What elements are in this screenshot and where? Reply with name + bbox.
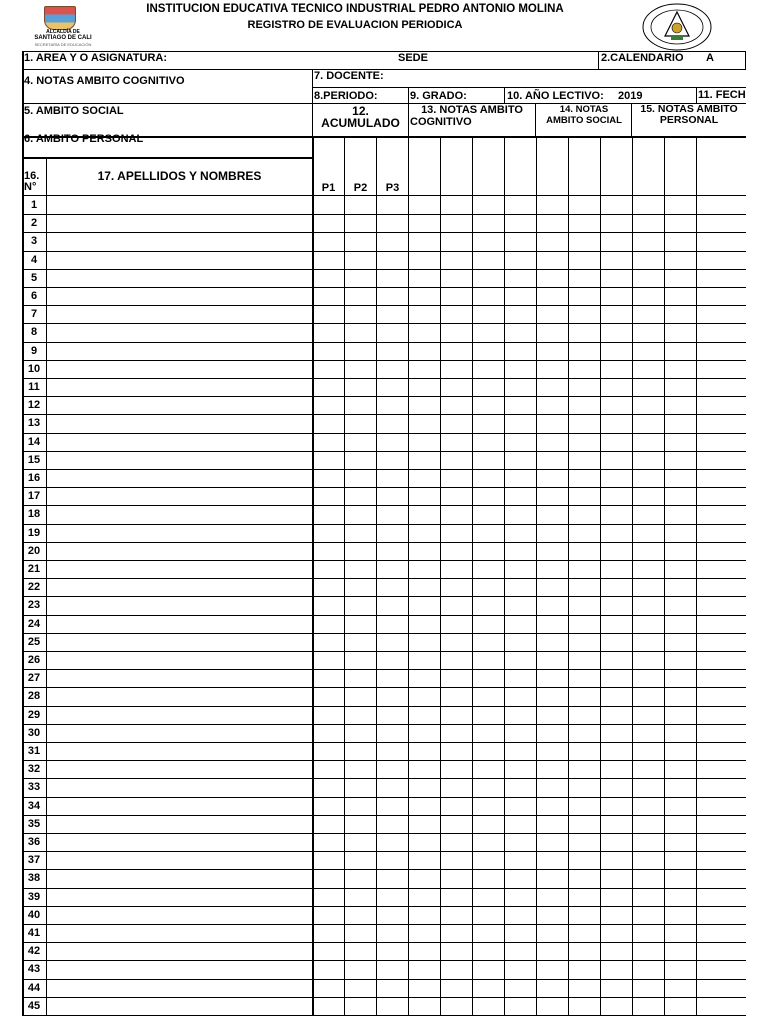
row-number: 17 bbox=[27, 490, 41, 503]
row-line bbox=[22, 906, 746, 907]
notas-cognitivo-col-1: 13. NOTAS AMBITO bbox=[421, 104, 523, 116]
row-line bbox=[22, 360, 746, 361]
row-line bbox=[22, 687, 746, 688]
row-number: 15 bbox=[27, 453, 41, 466]
form-title: REGISTRO DE EVALUACION PERIODICA bbox=[247, 19, 463, 31]
p1-col: P1 bbox=[321, 182, 336, 194]
row-number: 43 bbox=[27, 963, 41, 976]
row-line bbox=[22, 633, 746, 634]
row-line bbox=[22, 251, 746, 252]
row-number: 2 bbox=[30, 217, 38, 230]
periodo-label: 8.PERIODO: bbox=[314, 90, 378, 102]
row-number: 19 bbox=[27, 526, 41, 539]
row-line bbox=[22, 505, 746, 506]
row-line bbox=[22, 651, 746, 652]
area-label: 1. AREA Y O ASIGNATURA: bbox=[24, 52, 168, 64]
row-line bbox=[22, 851, 746, 852]
fecha-label: 11. FECH bbox=[698, 89, 746, 101]
grado-label: 9. GRADO: bbox=[410, 90, 467, 102]
row-line bbox=[22, 378, 746, 379]
row-number: 3 bbox=[30, 235, 38, 248]
row-number: 4 bbox=[30, 253, 38, 266]
row-number: 22 bbox=[27, 581, 41, 594]
row-line bbox=[22, 669, 746, 670]
row-number: 8 bbox=[30, 326, 38, 339]
apellidos-col: 17. APELLIDOS Y NOMBRES bbox=[97, 169, 262, 183]
row-line bbox=[22, 615, 746, 616]
row-number: 27 bbox=[27, 672, 41, 685]
row-number: 9 bbox=[30, 344, 38, 357]
row-number: 24 bbox=[27, 617, 41, 630]
row-number: 34 bbox=[27, 799, 41, 812]
row-line bbox=[22, 869, 746, 870]
row-number: 28 bbox=[27, 690, 41, 703]
row-line bbox=[22, 778, 746, 779]
row-number: 45 bbox=[27, 999, 41, 1012]
row-line bbox=[22, 305, 746, 306]
logo-text-1: ALCALDÍA DE bbox=[46, 29, 80, 35]
row-number: 32 bbox=[27, 763, 41, 776]
row-number: 41 bbox=[27, 927, 41, 939]
row-number: 30 bbox=[27, 726, 41, 739]
notas-social-col-2: AMBITO SOCIAL bbox=[546, 115, 622, 126]
notas-cognitivo-label: 4. NOTAS AMBITO COGNITIVO bbox=[24, 75, 185, 87]
row-line bbox=[22, 815, 746, 816]
row-line bbox=[22, 269, 746, 270]
notas-personal-col-1: 15. NOTAS AMBITO bbox=[640, 103, 738, 115]
anio-value: 2019 bbox=[618, 90, 643, 102]
row-line bbox=[22, 742, 746, 743]
row-line bbox=[22, 760, 746, 761]
row-number: 31 bbox=[27, 745, 41, 757]
notas-social-col-1: 14. NOTAS bbox=[559, 104, 609, 115]
row-number: 7 bbox=[30, 308, 38, 321]
numero-col-1: 16. bbox=[24, 170, 40, 182]
row-number: 39 bbox=[27, 890, 41, 903]
row-number: 40 bbox=[27, 908, 41, 921]
row-number: 10 bbox=[27, 362, 41, 375]
row-line bbox=[22, 414, 746, 415]
numero-col-2: N° bbox=[24, 181, 37, 193]
row-number: 38 bbox=[27, 872, 41, 885]
row-number: 29 bbox=[27, 708, 41, 721]
row-line bbox=[22, 596, 746, 597]
row-line bbox=[22, 524, 746, 525]
row-number: 37 bbox=[27, 854, 41, 867]
row-line bbox=[22, 396, 746, 397]
row-number: 12 bbox=[27, 399, 41, 412]
row-line bbox=[22, 232, 746, 233]
row-number: 13 bbox=[27, 417, 41, 430]
row-line bbox=[22, 979, 746, 980]
logo-text-3: SECRETARÍA DE EDUCACIÓN bbox=[34, 42, 92, 47]
row-number: 21 bbox=[27, 563, 41, 575]
row-number: 16 bbox=[27, 472, 41, 484]
row-number: 1 bbox=[30, 199, 38, 211]
anio-lectivo-label: 10. AÑO LECTIVO: bbox=[507, 90, 604, 102]
row-number: 35 bbox=[27, 817, 41, 830]
row-line bbox=[22, 542, 746, 543]
row-line bbox=[22, 960, 746, 961]
row-line bbox=[22, 287, 746, 288]
ambito-social-label: 5. AMBITO SOCIAL bbox=[24, 105, 124, 117]
row-number: 14 bbox=[27, 435, 41, 448]
notas-cognitivo-col-2: COGNITIVO bbox=[410, 116, 472, 128]
logo-text-2: SANTIAGO DE CALI bbox=[34, 35, 92, 41]
row-number: 23 bbox=[27, 599, 41, 612]
row-line bbox=[22, 997, 746, 998]
row-line bbox=[22, 469, 746, 470]
calendario-label: 2.CALENDARIO bbox=[601, 52, 684, 64]
calendario-value: A bbox=[706, 52, 714, 64]
p2-col: P2 bbox=[353, 182, 368, 194]
row-line bbox=[22, 214, 746, 215]
p3-col: P3 bbox=[385, 182, 400, 194]
acumulado-label: ACUMULADO bbox=[321, 116, 400, 130]
row-number: 5 bbox=[30, 271, 38, 284]
row-number: 18 bbox=[27, 508, 41, 521]
row-line bbox=[22, 942, 746, 943]
row-line bbox=[22, 833, 746, 834]
row-line bbox=[22, 1015, 746, 1016]
row-number: 42 bbox=[27, 945, 41, 958]
docente-label: 7. DOCENTE: bbox=[314, 70, 384, 82]
row-line bbox=[22, 560, 746, 561]
row-number: 11 bbox=[28, 381, 40, 393]
row-line bbox=[22, 451, 746, 452]
sede-label: SEDE bbox=[398, 52, 428, 64]
school-name: INSTITUCION EDUCATIVA TECNICO INDUSTRIAL PEDRO ANTONIO MOLINA bbox=[146, 3, 564, 15]
row-number: 26 bbox=[27, 654, 41, 666]
row-number: 33 bbox=[27, 781, 41, 794]
row-line bbox=[22, 797, 746, 798]
row-number: 6 bbox=[30, 290, 38, 302]
acumulado-num: 12. bbox=[352, 104, 369, 118]
row-line bbox=[22, 724, 746, 725]
row-line bbox=[22, 578, 746, 579]
row-number: 20 bbox=[27, 544, 41, 557]
notas-personal-col-2: PERSONAL bbox=[659, 114, 719, 126]
row-line bbox=[22, 706, 746, 707]
row-number: 44 bbox=[27, 981, 41, 994]
row-number: 25 bbox=[27, 635, 41, 648]
row-line bbox=[22, 487, 746, 488]
row-number: 36 bbox=[27, 836, 41, 848]
row-line bbox=[22, 888, 746, 889]
ambito-personal-label: 6. AMBITO PERSONAL bbox=[24, 133, 144, 145]
row-line bbox=[22, 924, 746, 925]
row-line bbox=[22, 433, 746, 434]
row-line bbox=[22, 323, 746, 324]
row-line bbox=[22, 342, 746, 343]
